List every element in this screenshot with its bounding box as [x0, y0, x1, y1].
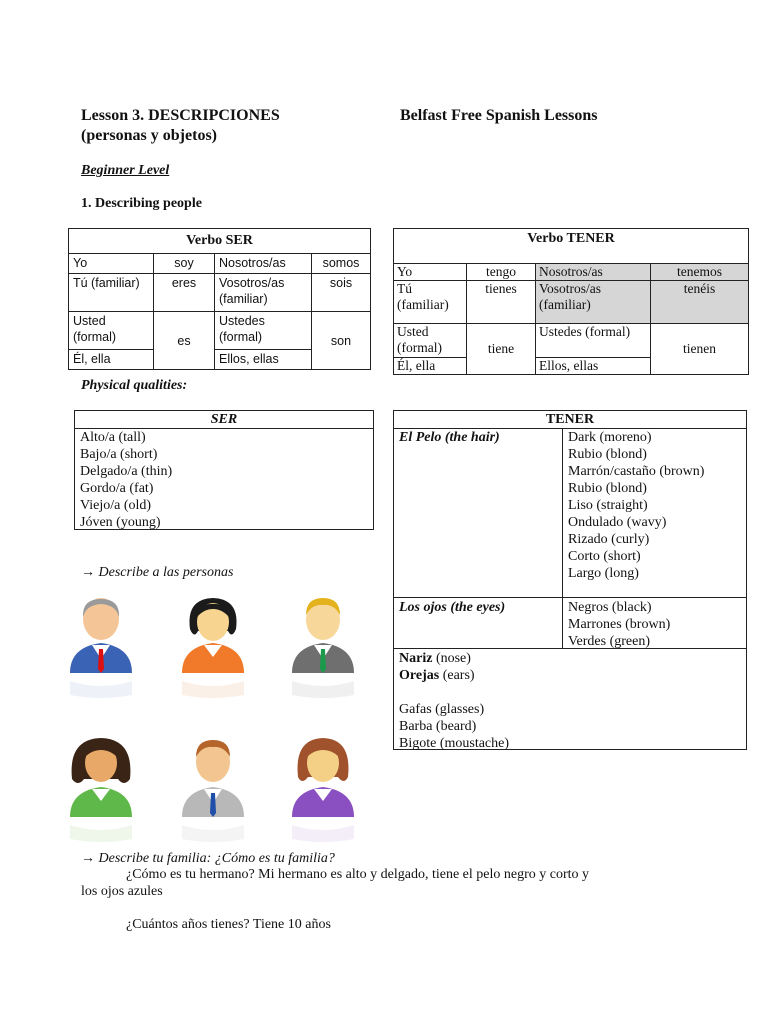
ser-cell: sois: [312, 274, 371, 312]
gafas-item: Gafas (glasses): [399, 702, 485, 717]
site-name: Belfast Free Spanish Lessons: [400, 107, 598, 124]
tener-cell: tienes: [467, 281, 536, 324]
pelo-item: Rubio (blond): [568, 481, 647, 496]
ojos-item: Verdes (green): [568, 634, 651, 649]
ser-quality: Alto/a (tall): [80, 430, 146, 445]
ojos-item: Negros (black): [568, 600, 652, 615]
pelo-section: [394, 429, 746, 598]
person-old-man-icon: [66, 595, 136, 705]
nariz-word: Nariz: [399, 651, 433, 666]
ser-qualities-box: [74, 410, 374, 530]
lesson-title: [81, 106, 280, 146]
ser-quality: Delgado/a (thin): [80, 464, 173, 479]
tener-cell: tiene: [467, 324, 536, 375]
ser-cell: Él, ella: [69, 350, 154, 370]
ser-cell: Ustedes (formal): [215, 312, 312, 350]
verbo-ser-table: [68, 228, 371, 370]
tener-cell: Ustedes (formal): [536, 324, 651, 358]
nariz-translation: (nose): [432, 651, 471, 666]
ser-box-title: SER: [75, 411, 373, 429]
ser-cell: Nosotros/as: [215, 254, 312, 274]
physical-qualities-label: Physical qualities:: [81, 378, 188, 393]
question-1-line-2: los ojos azules: [81, 884, 163, 899]
ser-quality: Gordo/a (fat): [80, 481, 154, 496]
pelo-item: Largo (long): [568, 566, 639, 581]
title-line-1: Lesson 3. DESCRIPCIONES: [81, 107, 280, 124]
person-blond-man-icon: [288, 595, 358, 705]
pelo-item: Rubio (blond): [568, 447, 647, 462]
barba-item: Barba (beard): [399, 719, 477, 734]
ser-cell: soy: [154, 254, 215, 274]
question-2: ¿Cuántos años tienes? Tiene 10 años: [126, 917, 331, 932]
tener-cell: tenéis: [651, 281, 749, 324]
pelo-item: Rizado (curly): [568, 532, 650, 547]
tener-cell: Ellos, ellas: [536, 358, 651, 375]
person-curly-hair-woman-icon: [66, 735, 136, 845]
pelo-item: Dark (moreno): [568, 430, 652, 445]
ser-cell: son: [312, 312, 371, 370]
tener-cell: tenemos: [651, 264, 749, 281]
pelo-item: Liso (straight): [568, 498, 648, 513]
title-line-2: (personas y objetos): [81, 127, 217, 144]
ser-cell: es: [154, 312, 215, 370]
tener-cell: tengo: [467, 264, 536, 281]
tener-cell: Yo: [394, 264, 467, 281]
ser-cell: Ellos, ellas: [215, 350, 312, 370]
ser-cell: Tú (familiar): [69, 274, 154, 312]
person-woman-dark-hair-icon: [178, 595, 248, 705]
tener-box-title: TENER: [394, 411, 746, 429]
describe-familia-prompt: → Describe tu familia: ¿Cómo es tu familia?: [81, 851, 335, 866]
ser-cell: eres: [154, 274, 215, 312]
pelo-item: Ondulado (wavy): [568, 515, 667, 530]
ser-cell: Vosotros/as (familiar): [215, 274, 312, 312]
tener-cell: Vosotros/as (familiar): [536, 281, 651, 324]
describe-personas-prompt: → Describe a las personas: [81, 565, 234, 580]
ojos-section: [394, 598, 746, 649]
pelo-item: Corto (short): [568, 549, 641, 564]
ser-quality: Jóven (young): [80, 515, 161, 530]
tener-cell: Él, ella: [394, 358, 467, 375]
verbo-tener-table: [393, 228, 749, 375]
pelo-item: Marrón/castaño (brown): [568, 464, 705, 479]
question-1-line-1: ¿Cómo es tu hermano? Mi hermano es alto y delgado, tiene el pelo negro y corto y: [126, 867, 590, 882]
level-heading: Beginner Level: [81, 163, 170, 178]
ojos-item: Marrones (brown): [568, 617, 671, 632]
section-heading: 1. Describing people: [81, 196, 202, 211]
other-features: [399, 650, 509, 752]
tener-cell: Usted (formal): [394, 324, 467, 358]
person-auburn-hair-woman-icon: [288, 735, 358, 845]
orejas-translation: (ears): [439, 668, 475, 683]
ser-cell: somos: [312, 254, 371, 274]
ser-cell: Usted (formal): [69, 312, 154, 350]
tener-cell: tienen: [651, 324, 749, 375]
tener-qualities-box: [393, 410, 747, 750]
verbo-tener-title: Verbo TENER: [394, 229, 749, 264]
ser-cell: Yo: [69, 254, 154, 274]
ser-quality: Bajo/a (short): [80, 447, 158, 462]
ojos-label: Los ojos (the eyes): [399, 600, 506, 615]
person-brown-hair-man-icon: [178, 735, 248, 845]
pelo-label: El Pelo (the hair): [399, 430, 500, 445]
ser-quality: Viejo/a (old): [80, 498, 152, 513]
tener-cell: Nosotros/as: [536, 264, 651, 281]
verbo-ser-title: Verbo SER: [69, 229, 371, 254]
bigote-item: Bigote (moustache): [399, 736, 510, 751]
tener-cell: Tú (familiar): [394, 281, 467, 324]
orejas-word: Orejas: [399, 668, 440, 683]
